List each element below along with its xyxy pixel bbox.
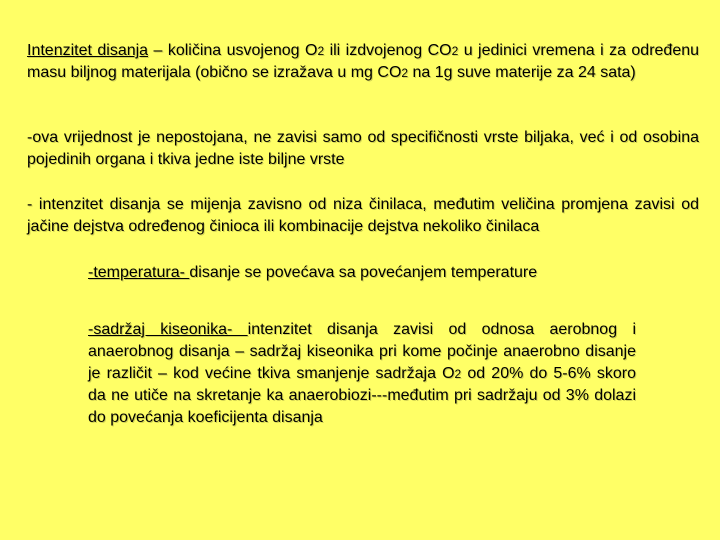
definition-text-a: – količina usvojenog O — [148, 42, 318, 59]
definition-text-b: ili izdvojenog CO — [324, 42, 452, 59]
term-sadrzaj-kiseonika: -sadržaj kiseonika- — [88, 321, 248, 338]
subscript-o2: 2 — [317, 44, 325, 58]
term-temperatura: -temperatura- — [88, 264, 190, 281]
oxygen-text-a: intenzitet disanja zavisi od odnosa aerobnog i anaerobnog disanja – sadržaj kiseonika pri kome počinje anaerobno disanje je različit – kod većine tkiva smanjenje sadržaja O — [88, 321, 636, 382]
definition-paragraph — [27, 40, 699, 84]
factors-paragraph: - intenzitet disanja se mijenja zavisno od niza činilaca, međutim veličina promjena zavisi od jačine dejstva određenog činioca ili kombinacije dejstva nekoliko činilaca — [27, 196, 699, 235]
subscript-co2-mg: 2 — [401, 66, 409, 80]
temperature-paragraph — [88, 262, 648, 284]
temperature-text: disanje se povećava sa povećanjem temperature — [189, 264, 538, 281]
definition-text-d: na 1g suve materije za 24 sata) — [408, 64, 636, 81]
oxygen-text-b: od 20% do 5-6% skoro da ne utiče na skretanje ka anaerobiozi---međutim pri sadržaju od 3% dolazi do povećanja koeficijenta disanja — [88, 365, 636, 426]
definition-text-c: u jedinici vremena i za određenu masu biljnog materijala (obično se izražava u mg CO — [27, 42, 700, 81]
subscript-co2: 2 — [451, 44, 459, 58]
oxygen-paragraph — [88, 319, 636, 429]
subscript-o2-oxygen: 2 — [454, 367, 462, 381]
term-intenzitet-disanja: Intenzitet disanja — [27, 42, 149, 59]
variability-paragraph: -ova vrijednost je nepostojana, ne zavisi samo od specifičnosti vrste biljaka, već i od osobina pojedinih organa i tkiva jedne iste biljne vrste — [27, 129, 699, 168]
